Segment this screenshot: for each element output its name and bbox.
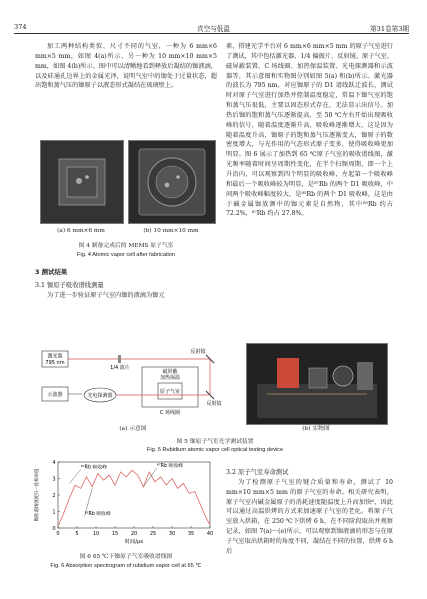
header-rule	[14, 33, 409, 34]
y-tick-label: 3	[52, 476, 56, 483]
paragraph-absorption-intro: 为了进一步验证原子气室内铷的液滴为铷元	[47, 291, 165, 299]
x-tick-label: 20	[130, 531, 138, 537]
page-header	[0, 0, 427, 46]
fig5-schematic	[38, 345, 228, 420]
y-tick-label: 4	[52, 459, 56, 466]
setup-photo-graphic	[247, 344, 387, 424]
wave-plate-label: 1/4 波片	[110, 365, 130, 371]
oscilloscope-label: 示波器	[47, 392, 63, 398]
fig5-photo-setup	[246, 343, 388, 425]
volume-issue: 第31卷第3期	[370, 25, 409, 33]
x-tick-label: 10	[92, 531, 100, 537]
fig4-caption-cn: 图 4 制备完成后的 MEMS 原子气室	[78, 243, 174, 249]
mirror-label-lower: 反射镜	[206, 401, 222, 407]
journal-name: 真空与低温	[197, 25, 230, 33]
fig4-sublabel-b: (b) 10 mm×10 mm	[143, 228, 199, 234]
x-axis-label: 时间/μs	[124, 539, 144, 545]
fig5-caption-en: Fig. 5 Rubidium atomic vapor cell optical testing device	[146, 447, 284, 453]
annotation-leader	[69, 470, 80, 484]
right-column	[226, 42, 393, 219]
y-axis-label: 吸收谱线强度归一化相对值	[35, 468, 40, 522]
x-tick-label: 35	[187, 531, 195, 537]
left-column	[35, 42, 217, 91]
fig4-sublabel-a: (a) 6 mm×6 mm	[57, 228, 105, 234]
x-tick-label: 0	[56, 531, 60, 537]
fig4-photo-small-cell	[40, 140, 124, 224]
fig4-photo-large-cell	[128, 140, 216, 224]
laser-label: 激光器	[47, 353, 63, 360]
x-tick-label: 5	[75, 531, 79, 537]
annotation-label: ⁸⁷Rb 吸收峰	[156, 463, 183, 469]
annotation-label: ⁸⁵Rb 吸收峰	[84, 511, 111, 517]
x-tick-label: 25	[149, 531, 157, 537]
c-coil-label: C 场线圈	[159, 410, 181, 416]
wave-plate	[118, 355, 121, 363]
vapor-cell-label: 原子气室	[159, 389, 181, 395]
y-tick-label: 2	[52, 492, 56, 499]
y-tick-label: 0	[52, 525, 56, 532]
laser-wavelength-label: 795 nm	[45, 360, 65, 366]
x-tick-label: 40	[206, 531, 214, 537]
section-3-heading: 3 测试结果	[35, 268, 68, 276]
absorption-series-line	[58, 470, 210, 526]
section-3-2	[226, 468, 393, 557]
fig6-absorption-chart	[30, 458, 220, 550]
paragraph-fabrication: 加工两种结构类似、尺寸不同的气室，一种为 6 mm×6 mm×5 mm，如图 4(a)所示，另一种为 10 mm×10 mm×5 mm，如图 4(b)所示。图中可以清晰地看到释放后凝结的铷液滴，以及硅通孔边界上的金属光泽，说明气室中的铷处于过量状态，超出饱和蒸气压的铷原子以液态形式凝结在玻璃壁上。	[35, 43, 217, 90]
y-tick-label: 1	[52, 509, 56, 516]
section-3-2-heading: 3.2 原子气室寿命测试	[226, 469, 289, 476]
page-number: 374	[14, 23, 27, 31]
left-column-sections	[35, 268, 217, 301]
fig5-caption-cn: 图 5 铷原子气室光学测试装置	[176, 439, 254, 445]
shield-label: 磁屏蔽	[162, 369, 178, 375]
mirror-label: 反射镜	[190, 349, 206, 355]
section-3-1-heading: 3.1 铷原子吸收谱线测量	[35, 281, 104, 289]
annotation-label: ⁸⁷Rb 吸收峰	[80, 465, 107, 471]
cell-photo-graphic-a	[41, 141, 123, 223]
x-tick-label: 15	[111, 531, 119, 537]
cell-photo-graphic-b	[129, 141, 215, 223]
paragraph-optical-test: 素，搭建光学平台对 6 mm×6 mm×5 mm 的原子气室进行了测试，其中包括激光器、1/4 偏振片、反射镜、原子气室、磁屏蔽装置、C 场线圈、加热保温装置、光电探测器和示波器等，其示意图和实物图分别如图 5(a) 和(b)所示。激光器的波长为 795 nm，对应铷原子的 D1 谱线跃迁波长，测试时对原子气室进行加热并控制温度稳定，常温下铷气室的饱和蒸气压很低，主要以固态形式存在，无法显示出信号。加热后铷的饱和蒸气压逐渐提高，至 50 ℃左右开始出现吸收峰的信号，随着温度逐渐升高，吸收峰逐渐增大，这是因为随着温度升高，铷原子的饱和蒸气压逐渐变大，铷原子的数密度增大，与光作用的气态形式原子变多，使得吸收峰更加明显。图 6 展示了加热到 65 ℃原子气室的吸收谱线图，激光频率随着时间呈周期性变化，在半个扫频周期，即一个上升沿内，可以观察到四个明显的吸收峰，左起第一个吸收峰和最后一个吸收峰较为明显，是⁸⁷Rb 的两个 D1 吸收峰，中间两个吸收峰幅度较大，是⁸⁵Rb 的两个 D1 吸收峰，这是由于碱金属铷放测中的铷元素是自然物，其中⁸⁵Rb 约占 72.2%，⁸⁷Rb 约占 27.8%。	[226, 43, 393, 218]
fig6-caption-cn: 图 6 65 ℃下铷原子气室吸收谱线图	[79, 554, 173, 560]
fig5-sublabel-b: (b) 实物图	[302, 426, 330, 432]
annotation-leader	[144, 468, 157, 487]
fig4-caption-en: Fig. 4 Atomic vapor cell after fabrication	[77, 252, 175, 258]
photodetector-label: 光电探测器	[87, 393, 113, 399]
fig6-caption-en: Fig. 6 Absorption spectrogram of rubidium vapor cell at 65 ℃	[50, 563, 202, 569]
fig5-sublabel-a: (a) 示意图	[119, 426, 147, 432]
heater-label: 加热保温	[159, 375, 181, 381]
x-tick-label: 30	[168, 531, 176, 537]
paragraph-lifetime-test: 为了检测原子气室的键合质量和寿命，测试了 10 mm×10 mm×5 mm 的原子气室的寿命。相关研究表明，原子气室内碱金属原子的消耗速度随温度上升而加快⁶，因此可以通过高温烘烤的方式来加速原子气室的老化。将原子气室放入烘箱，在 250 ℃下烘烤 6 h，在不同阶段取出并观察记录，如图 7(a)～(e)所示，可以观察到铷液滴的形态与在原子气室取出烘箱时的角度不同，凝结在不同的位置，烘烤 6 h 后	[226, 478, 393, 555]
